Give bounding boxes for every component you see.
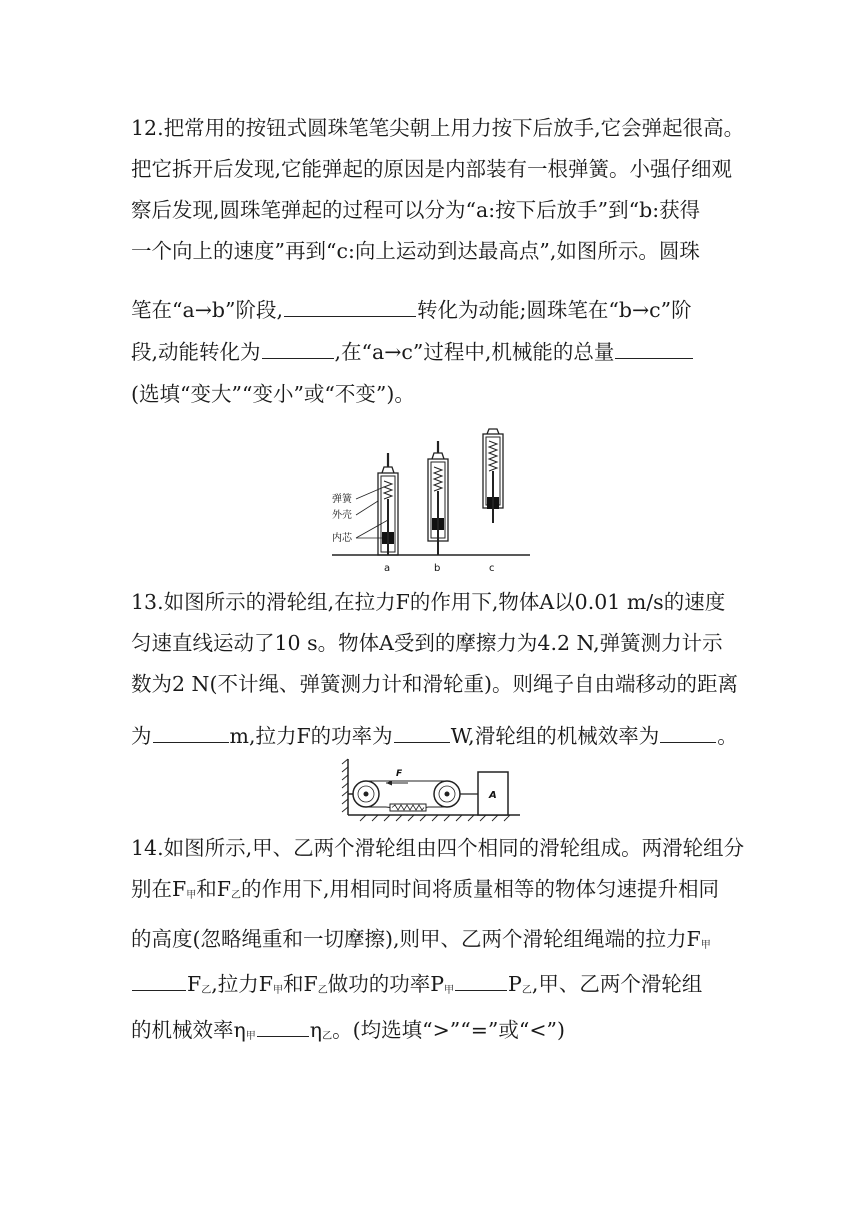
q14-line-5: 的机械效率$\eta_甲$ $\eta_乙$。(均选填“>”“=”或“<”) [131,1018,566,1042]
answer-blank-1[interactable] [284,296,416,317]
q12-line-1: 12.把常用的按钮式圆珠笔笔尖朝上用力按下后放手,它会弹起很高。 [131,116,745,140]
answer-blank-7[interactable] [132,970,186,991]
svg-text:外壳: 外壳 [332,510,352,521]
q13-line-2: 匀速直线运动了10 s。物体A受到的摩擦力为4.2 N,弹簧测力计示 [131,631,723,655]
answer-blank-2[interactable] [262,338,334,359]
answer-blank-5[interactable] [394,722,450,743]
pen-caption-a: a [384,563,391,574]
pulley-figure [340,757,522,827]
q13-line-4: 为 m,拉力F的功率为 W,滑轮组的机械效率为 。 [131,724,738,748]
block-label: A [489,790,497,801]
q13-line-3: 数为2 N(不计绳、弹簧测力计和滑轮重)。则绳子自由端移动的距离 [131,672,738,696]
q14-line-1: 14.如图所示,甲、乙两个滑轮组由四个相同的滑轮组成。两滑轮组分 [131,836,745,860]
answer-blank-6[interactable] [660,722,716,743]
q12-line-2: 把它拆开后发现,它能弹起的原因是内部装有一根弹簧。小强仔细观 [131,157,733,181]
q14-line-3: 的高度(忽略绳重和一切摩擦),则甲、乙两个滑轮组绳端的拉力$F_甲$ [131,927,711,951]
q12-line-5: 笔在“a→b”阶段, 转化为动能;圆珠笔在“b→c”阶 [131,298,692,322]
pen-caption-b: b [434,563,441,574]
q12-line-7: (选填“变大”“变小”或“不变”)。 [131,382,415,406]
q12-line-6: 段,动能转化为 ,在“a→c”过程中,机械能的总量 [131,338,694,365]
svg-text:内芯: 内芯 [332,533,352,544]
q14-line-4: $F_乙$,拉力$F_甲$和$F_乙$做功的功率$P_甲$ $P_乙$,甲、乙两个滑轮组 [131,970,702,1004]
pen-caption-c: c [489,563,495,574]
q12-line-3: 察后发现,圆珠笔弹起的过程可以分为“a:按下后放手”到“b:获得 [131,198,701,222]
answer-blank-4[interactable] [153,722,229,743]
answer-blank-8[interactable] [455,970,507,991]
q14-line-2: 别在$F_甲$和$F_乙$的作用下,用相同时间将质量相等的物体匀速提升相同 [131,877,719,901]
answer-blank-9[interactable] [257,1016,309,1037]
svg-text:弹簧: 弹簧 [332,494,352,505]
answer-blank-3[interactable] [615,338,693,359]
force-label: F [396,769,403,779]
q12-line-4: 一个向上的速度”再到“c:向上运动到达最高点”,如图所示。圆珠 [131,239,700,263]
pen-figure [318,425,538,579]
q13-line-1: 13.如图所示的滑轮组,在拉力F的作用下,物体A以0.01 m/s的速度 [131,590,726,614]
